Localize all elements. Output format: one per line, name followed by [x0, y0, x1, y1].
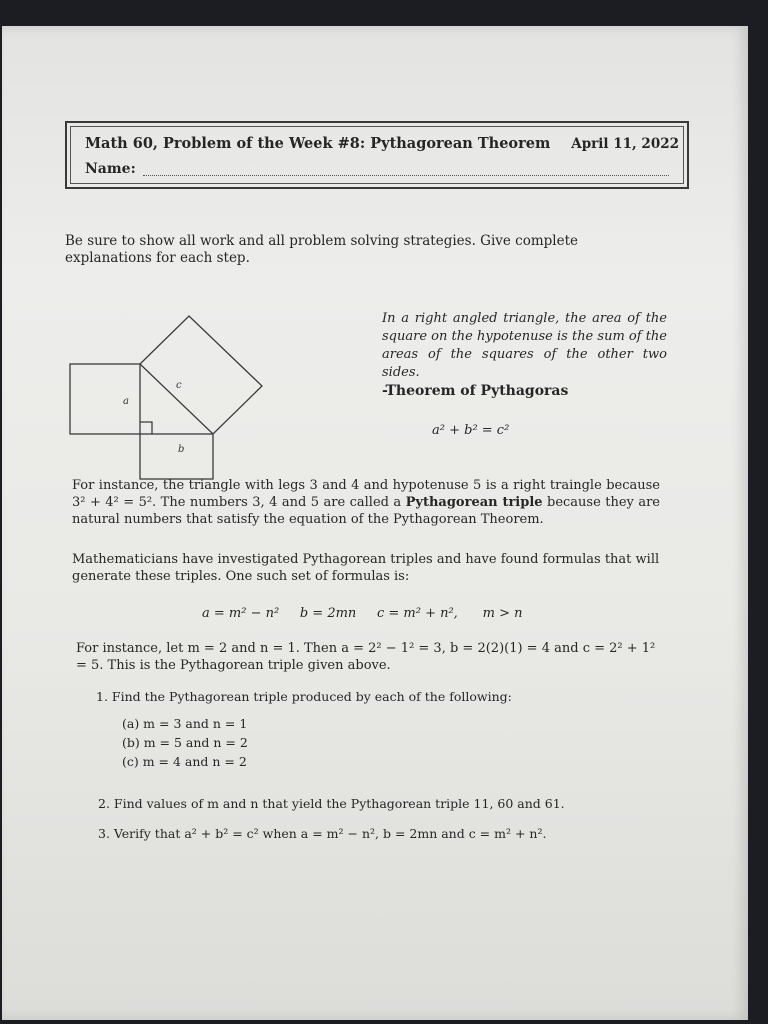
triple-formulas: a = m² − n² b = 2mn c = m² + n², m > n: [202, 606, 523, 621]
paragraph-example: For instance, let m = 2 and n = 1. Then a = 2² − 1² = 3, b = 2(2)(1) = 4 and c = 2² + 1² = 5. This is the Pythagorean triple given above.: [76, 641, 656, 673]
name-label: Name:: [85, 161, 136, 177]
pythagorean-equation: a² + b² = c²: [432, 423, 510, 438]
label-a: a: [123, 396, 129, 407]
paragraph-instance-text-2: because they are natural numbers that satisfy the equation of the Pythagorean Theorem.: [72, 495, 660, 527]
square-b: [140, 434, 213, 479]
question-1: 1. Find the Pythagorean triple produced by each of the following:: [96, 689, 512, 704]
question-3: 3. Verify that a² + b² = c² when a = m² − n², b = 2mn and c = m² + n².: [98, 826, 547, 841]
question-1a: (a) m = 3 and n = 1: [122, 716, 248, 731]
label-c: c: [176, 380, 182, 391]
instructions: Be sure to show all work and all problem solving strategies. Give complete explanations for each step.: [65, 233, 579, 266]
paragraph-instance-text-1: For instance, the triangle with legs 3 and 4 and hypotenuse 5 is a right traingle because 3² + 4² = 5². The numbers 3, 4 and 5 are called a: [72, 478, 660, 510]
theorem-attribution: -Theorem of Pythagoras: [382, 383, 569, 399]
question-1c: (c) m = 4 and n = 2: [122, 754, 247, 769]
square-a: [70, 364, 140, 434]
name-line: [143, 175, 669, 176]
theorem-quote: In a right angled triangle, the area of the square on the hypotenuse is the sum of the areas of the squares of the other two sides.: [382, 311, 667, 380]
right-angle-mark: [140, 422, 152, 434]
paragraph-instance: [72, 477, 660, 528]
worksheet-date: April 11, 2022: [571, 136, 679, 152]
header-inner-border: [70, 126, 684, 184]
label-b: b: [178, 444, 185, 455]
pythagoras-diagram: [68, 284, 288, 484]
question-1b: (b) m = 5 and n = 2: [122, 735, 248, 750]
paragraph-formulas-intro: Mathematicians have investigated Pythagorean triples and have found formulas that will generate these triples. One such set of formulas is:: [72, 552, 660, 584]
worksheet-title: Math 60, Problem of the Week #8: Pythagorean Theorem: [85, 135, 551, 152]
square-c: [140, 316, 262, 434]
header-box: [65, 121, 689, 189]
pythagorean-triple-term: Pythagorean triple: [405, 495, 543, 510]
worksheet-page: [2, 26, 748, 1020]
question-2: 2. Find values of m and n that yield the Pythagorean triple 11, 60 and 61.: [98, 796, 565, 811]
